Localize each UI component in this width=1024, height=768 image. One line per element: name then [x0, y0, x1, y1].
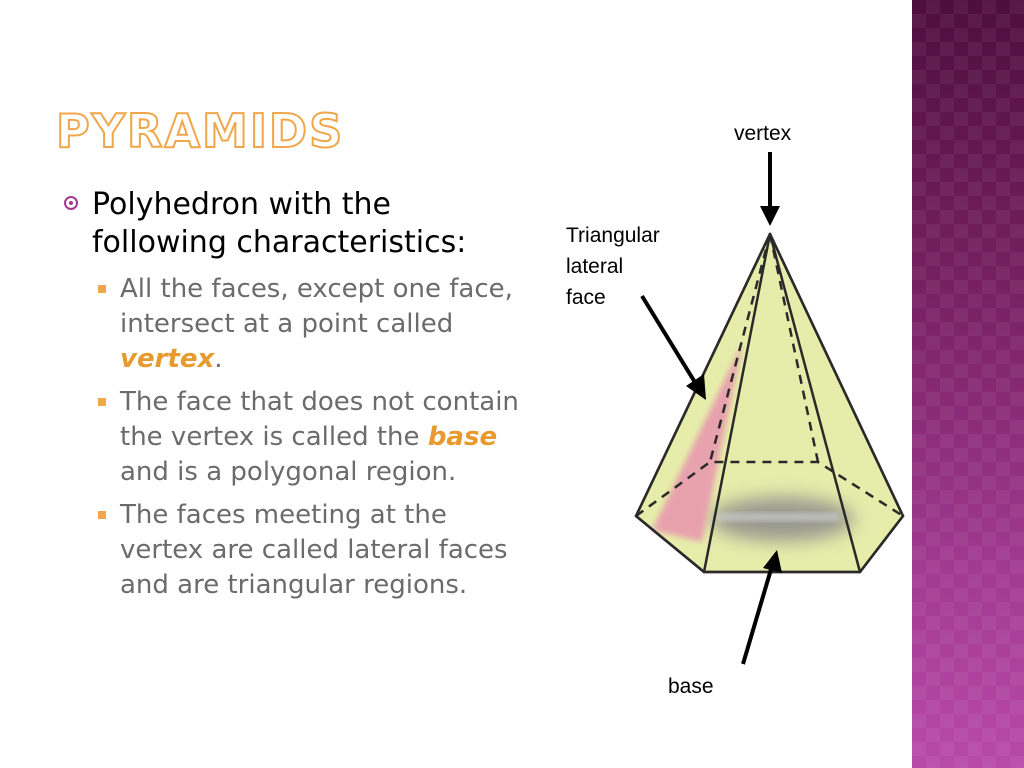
sub-bullet-item — [62, 272, 532, 377]
label-vertex: vertex — [734, 122, 792, 145]
sub-bullet-text: The faces meeting at the vertex are called lateral faces and are triangular regions. — [120, 500, 508, 600]
sub-bullet-text-end: . — [214, 344, 223, 374]
square-bullet-icon — [98, 398, 106, 406]
sub-bullet-text: The face that does not contain the vertex is called the — [120, 387, 519, 452]
sub-bullet-item — [62, 498, 532, 603]
slide-body — [62, 186, 532, 611]
label-lateral: lateral — [566, 255, 624, 278]
keyword-vertex: vertex — [120, 344, 215, 374]
pyramid-illustration — [560, 110, 910, 710]
sub-bullet-list — [62, 272, 532, 603]
label-face: face — [566, 286, 606, 309]
square-bullet-icon — [98, 285, 106, 293]
circle-bullet-icon — [64, 196, 78, 210]
main-bullet — [62, 186, 532, 262]
pyramid-diagram — [560, 110, 910, 710]
sub-bullet-text-end: and is a polygonal region. — [120, 457, 457, 487]
slide-title: PYRAMIDS — [56, 104, 345, 158]
decorative-side-band — [912, 0, 1024, 768]
label-base: base — [668, 675, 714, 698]
arrow-vertex — [760, 152, 780, 226]
sub-bullet-text: All the faces, except one face, intersect at a point called — [120, 274, 513, 339]
main-bullet-text: Polyhedron with the following characteristics: — [92, 187, 467, 260]
label-triangular: Triangular — [566, 224, 660, 247]
keyword-base: base — [427, 422, 498, 452]
base-shading-strip — [715, 513, 840, 521]
square-bullet-icon — [98, 511, 106, 519]
sub-bullet-item — [62, 385, 532, 490]
arrow-lateral-face — [642, 296, 706, 400]
